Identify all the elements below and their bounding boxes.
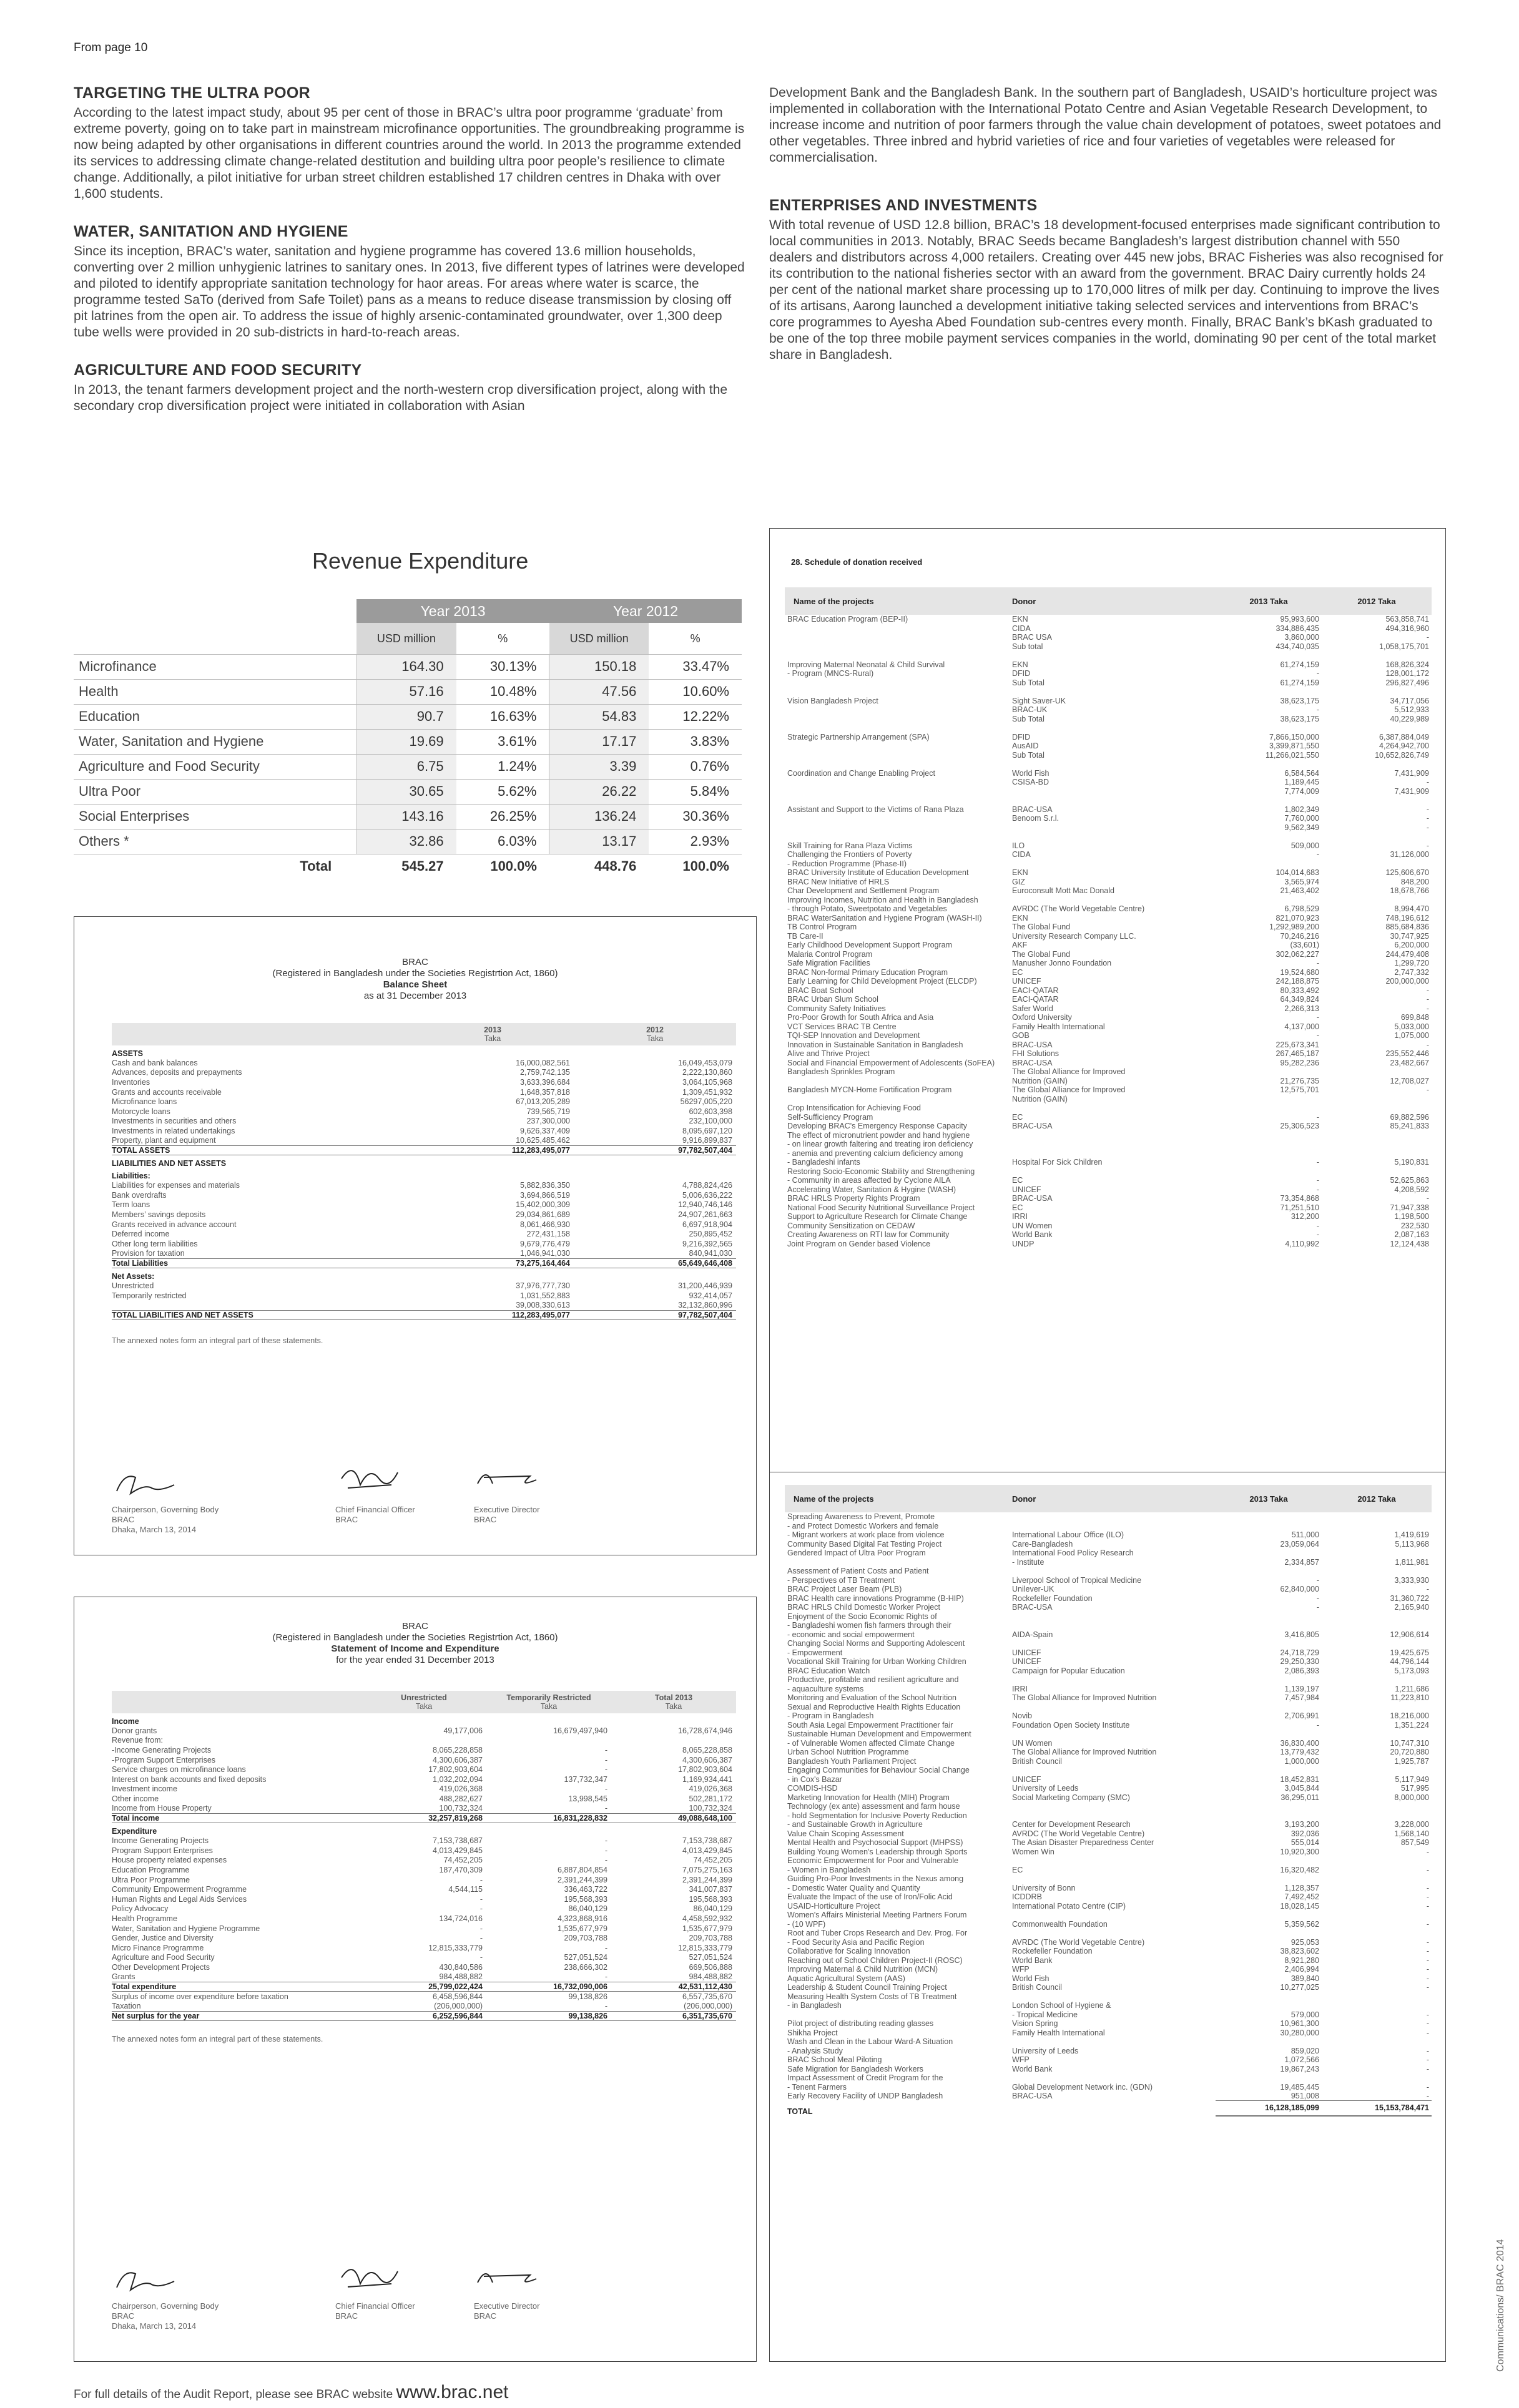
donation-row: Char Development and Settlement Program Euroconsult Mott Mac Donald 21,463,402 18,678,766 bbox=[787, 886, 1429, 896]
col-pct-2012: % bbox=[649, 623, 742, 654]
donation-row: Skill Training for Rana Plaza Victims ILO 509,000 - bbox=[787, 841, 1429, 850]
donation-row bbox=[785, 723, 1432, 733]
donation-row: Early Recovery Facility of UNDP Bangladesh BRAC-USA 951,008 - bbox=[787, 2092, 1429, 2101]
donation-row: BRAC HRLS Property Rights Program BRAC-USA 73,354,868 - bbox=[787, 1194, 1429, 1203]
donation-row bbox=[785, 760, 1432, 769]
revenue-row: Water, Sanitation and Hygiene 19.69 3.61% 17.17 3.83% bbox=[74, 729, 742, 754]
chairperson-signature bbox=[112, 1466, 180, 1501]
income-row: Donor grants 49,177,006 16,679,497,940 16,728,674,946 bbox=[112, 1726, 732, 1735]
balance-row: ASSETS bbox=[112, 1049, 144, 1058]
col-pct-2013: % bbox=[456, 623, 549, 654]
donation-row: Restoring Socio-Economic Stability and Strengthening bbox=[787, 1167, 975, 1176]
right-text-column bbox=[769, 85, 1443, 384]
donation-row: Social and Financial Empowerment of Adolescents (SoFEA) BRAC-USA 95,282,236 23,482,667 bbox=[787, 1058, 1429, 1067]
left-text-column bbox=[74, 85, 748, 436]
donation-row: Economic Empowerment for Poor and Vulnerable bbox=[787, 1856, 958, 1866]
donation-row: BRAC HRLS Child Domestic Worker Project BRAC-USA - 2,165,940 bbox=[787, 1603, 1429, 1612]
donation-row: Innovation in Sustainable Sanitation in Bangladesh BRAC-USA 225,673,341 - bbox=[787, 1040, 1429, 1049]
income-row: Health Programme 134,724,016 4,323,868,916 4,458,592,932 bbox=[112, 1914, 732, 1923]
donation-row: USAID-Horticulture Project International Potato Centre (CIP) 18,028,145 - bbox=[787, 1901, 1429, 1911]
balance-row: Motorcycle loans 739,565,719 602,603,398 bbox=[112, 1107, 732, 1116]
balance-row: Property, plant and equipment 10,625,485,462 9,916,899,837 bbox=[112, 1136, 732, 1145]
income-row: Other Development Projects 430,840,586 238,666,302 669,506,888 bbox=[112, 1962, 732, 1972]
donation-row: - (10 WPF) Commonwealth Foundation 5,359,562 - bbox=[787, 1919, 1429, 1929]
income-row: Ultra Poor Programme - 2,391,244,399 2,391,244,399 bbox=[112, 1875, 732, 1884]
revenue-year-header bbox=[74, 599, 742, 623]
income-row: Income from House Property 100,732,324 - 100,732,324 bbox=[112, 1804, 732, 1813]
donation-row: Shikha Project Family Health International 30,280,000 - bbox=[787, 2028, 1429, 2037]
donation-row: - and Sustainable Growth in Agriculture Center for Development Research 3,193,200 3,228,000 bbox=[787, 1820, 1429, 1829]
balance-row: Grants received in advance account 8,061,466,930 6,697,918,904 bbox=[112, 1220, 732, 1229]
donation-row: Nutrition (GAIN) bbox=[1012, 1094, 1068, 1104]
donation-row: Bangladesh Sprinkles Program The Global Alliance for Improved bbox=[787, 1067, 1126, 1077]
ed-signature bbox=[474, 1462, 543, 1494]
income-row: Education Programme 187,470,309 6,887,804,854 7,075,275,163 bbox=[112, 1866, 732, 1875]
donation-row: Community Safety Initiatives Safer World 2,266,313 - bbox=[787, 1004, 1429, 1013]
donation-row: Assessment of Patient Costs and Patient bbox=[787, 1567, 929, 1576]
income-row: House property related expenses 74,452,205 - 74,452,205 bbox=[112, 1856, 732, 1865]
income-row: Revenue from: bbox=[112, 1736, 163, 1745]
donation-row: TQI-SEP Innovation and Development GOB - 1,075,000 bbox=[787, 1031, 1429, 1040]
donation-row: - Tropical Medicine 579,000 - bbox=[1012, 2010, 1429, 2019]
balance-date: as at 31 December 2013 bbox=[363, 991, 467, 1001]
donation-row: - Analysis Study University of Leeds 859,020 - bbox=[787, 2046, 1429, 2055]
donation-row: TB Control Program The Global Fund 1,292,989,200 885,684,836 bbox=[787, 923, 1429, 932]
balance-row: Inventories 3,633,396,684 3,064,105,968 bbox=[112, 1077, 732, 1087]
income-sig-cfo: Chief Financial Officer BRAC bbox=[335, 2301, 415, 2321]
donation-row: Accelerating Water, Sanitation & Hygine (WASH) UNICEF - 4,208,592 bbox=[787, 1185, 1429, 1194]
income-row: Expenditure bbox=[112, 1827, 157, 1836]
donation-row: - Women in Bangladesh EC 16,320,482 - bbox=[787, 1865, 1429, 1874]
donation-row: - of Vulnerable Women affected Climate Change UN Women 36,830,400 10,747,310 bbox=[787, 1738, 1429, 1748]
income-row: Other income 488,282,627 13,998,545 502,281,172 bbox=[112, 1794, 732, 1803]
revenue-row: Health 57.16 10.48% 47.56 10.60% bbox=[74, 679, 742, 704]
donation-row: Vocational Skill Training for Urban Working Children UNICEF 29,250,330 44,796,144 bbox=[787, 1657, 1429, 1667]
donation-row: - Program (MNCS-Rural) DFID - 128,001,172 bbox=[787, 669, 1429, 678]
donation-row: BRAC Non-formal Primary Education Program EC 19,524,680 2,747,332 bbox=[787, 967, 1429, 977]
donation-row: Enjoyment of the Socio Economic Rights of bbox=[787, 1612, 937, 1621]
balance-row: Microfinance loans 67,013,205,289 56297,005,220 bbox=[112, 1097, 732, 1107]
donation-schedule-panel-1 bbox=[769, 528, 1446, 1485]
year-2013-header: Year 2013 bbox=[356, 599, 549, 623]
donation-row: Urban School Nutrition Programme The Global Alliance for Improved Nutrition 13,779,432 20,720,880 bbox=[787, 1748, 1429, 1757]
donation-row: BRAC Project Laser Beam (PLB) Unilever-UK 62,840,000 - bbox=[787, 1585, 1429, 1594]
donation-table-1 bbox=[785, 587, 1432, 1248]
donation-row: AusAID 3,399,871,550 4,264,942,700 bbox=[1012, 741, 1429, 751]
donation-row: COMDIS-HSD University of Leeds 3,045,844 517,995 bbox=[787, 1784, 1429, 1793]
donation-row: Improving Incomes, Nutrition and Health in Bangladesh bbox=[787, 895, 978, 904]
donation-row: - Bangladeshi infants Hospital For Sick Children - 5,190,831 bbox=[787, 1158, 1429, 1167]
donation-row: BRAC Education Program (BEP-II) EKN 95,993,600 563,858,741 bbox=[787, 615, 1429, 624]
donation-row: 7,774,009 7,431,909 bbox=[1284, 786, 1429, 796]
balance-row: Investments in related undertakings 9,626,337,409 8,095,697,120 bbox=[112, 1126, 732, 1135]
balance-sig-ed: Executive Director BRAC bbox=[474, 1505, 540, 1524]
donation-row: - Community in areas affected by Cyclone AILA EC - 52,625,863 bbox=[787, 1176, 1429, 1185]
balance-row: Total Liabilities 73,275,164,464 65,649,646,408 bbox=[112, 1258, 736, 1268]
donation-row bbox=[785, 796, 1432, 805]
donation-row: Sub Total 61,274,159 296,827,496 bbox=[1012, 678, 1429, 687]
donation-row: Creating Awareness on RTI law for Community World Bank - 2,087,163 bbox=[787, 1230, 1429, 1240]
balance-sig-cfo: Chief Financial Officer BRAC bbox=[335, 1505, 415, 1524]
income-sig-chair: Chairperson, Governing Body BRAC Dhaka, March 13, 2014 bbox=[112, 2301, 219, 2331]
donation-row: CSISA-BD 1,189,445 - bbox=[1012, 778, 1429, 787]
donation-row: Sexual and Reproductive Health Rights Education bbox=[787, 1702, 961, 1711]
donation-row: Community Based Digital Fat Testing Project Care-Bangladesh 23,059,064 5,113,968 bbox=[787, 1539, 1429, 1549]
donation-row bbox=[785, 832, 1432, 841]
balance-row: Investments in securities and others 237,300,000 232,100,000 bbox=[112, 1117, 732, 1126]
income-row: Total expenditure 25,799,022,424 16,732,090,006 42,531,112,430 bbox=[112, 1982, 736, 1992]
donation-row: - Reduction Programme (Phase-II) bbox=[787, 859, 907, 868]
donation-row: - Program in Bangladesh Novib 2,706,991 18,216,000 bbox=[787, 1711, 1429, 1721]
donation-row: BRAC-UK - 5,512,933 bbox=[1012, 705, 1429, 715]
donation-row: - in Cox's Bazar UNICEF 18,452,831 5,117,949 bbox=[787, 1774, 1429, 1784]
donation-row: VCT Services BRAC TB Centre Family Health International 4,137,000 5,033,000 bbox=[787, 1022, 1429, 1031]
donation-row: - Food Security Asia and Pacific Region AVRDC (The World Vegetable Centre) 925,053 - bbox=[787, 1937, 1429, 1947]
donation-row: Collaborative for Scaling Innovation Rockefeller Foundation 38,823,602 - bbox=[787, 1947, 1429, 1956]
donation-row: Early Learning for Child Development Project (ELCDP) UNICEF 242,188,875 200,000,000 bbox=[787, 977, 1429, 986]
income-ed-signature bbox=[474, 2261, 543, 2293]
donation-row bbox=[785, 651, 1432, 660]
donation-row: Improving Maternal Neonatal & Child Survival EKN 61,274,159 168,826,324 bbox=[787, 660, 1429, 669]
donation-row: Changing Social Norms and Supporting Adolescent bbox=[787, 1639, 965, 1648]
revenue-row: Others * 32.86 6.03% 13.17 2.93% bbox=[74, 829, 742, 854]
donation-row: Community Sensitization on CEDAW UN Women - 232,530 bbox=[787, 1221, 1429, 1230]
donation-row: Benoom S.r.l. 7,760,000 - bbox=[1012, 814, 1429, 823]
donation-row: Guiding Pro-Poor Investments in the Nexus among bbox=[787, 1874, 964, 1884]
balance-row: Advances, deposits and prepayments 2,759,742,135 2,222,130,860 bbox=[112, 1068, 732, 1077]
donation-total-row: TOTAL 16,128,185,099 15,153,784,471 bbox=[785, 2101, 1432, 2116]
income-date: for the year ended 31 December 2013 bbox=[336, 1655, 494, 1665]
balance-sheet-panel bbox=[74, 916, 757, 1555]
balance-row: Cash and bank balances 16,000,082,561 16,049,453,079 bbox=[112, 1058, 732, 1067]
income-row: Program Support Enterprises 4,013,429,845 - 4,013,429,845 bbox=[112, 1846, 732, 1855]
donation-row: - Bangladeshi women fish farmers through their bbox=[787, 1621, 951, 1630]
income-row: Water, Sanitation and Hygiene Programme - 1,535,677,979 1,535,677,979 bbox=[112, 1924, 732, 1933]
donation-row: Productive, profitable and resilient agriculture and bbox=[787, 1675, 959, 1685]
donation-row: Measuring Health System Costs of TB Treatment bbox=[787, 1992, 957, 2001]
balance-row: Term loans 15,402,000,309 12,940,746,146 bbox=[112, 1200, 732, 1210]
donation-header-row-1: Name of the projects Donor 2013 Taka 2012 Taka bbox=[785, 587, 1432, 615]
heading-enterprises: ENTERPRISES AND INVESTMENTS bbox=[769, 197, 1038, 214]
donation-row: - Institute 2,334,857 1,811,981 bbox=[1012, 1557, 1429, 1567]
donation-row: CIDA 334,886,435 494,316,960 bbox=[1012, 624, 1429, 633]
donation-heading: 28. Schedule of donation received bbox=[791, 557, 923, 567]
balance-row: Bank overdrafts 3,694,866,519 5,006,636,222 bbox=[112, 1190, 732, 1200]
donation-row: Vision Bangladesh Project Sight Saver-UK 38,623,175 34,717,056 bbox=[787, 696, 1429, 705]
donation-row: Building Young Women's Leadership through Sports Women Win 10,920,300 - bbox=[787, 1847, 1429, 1856]
revenue-row: Microfinance 164.30 30.13% 150.18 33.47% bbox=[74, 654, 742, 679]
revenue-row: Social Enterprises 143.16 26.25% 136.24 30.36% bbox=[74, 804, 742, 829]
donation-row: Technology (ex ante) assessment and farm house bbox=[787, 1802, 960, 1811]
donation-row: Nutrition (GAIN) 21,276,735 12,708,027 bbox=[1012, 1076, 1429, 1085]
income-row: Agriculture and Food Security - 527,051,524 527,051,524 bbox=[112, 1953, 732, 1962]
donation-row: - in Bangladesh London School of Hygiene & bbox=[787, 2001, 1111, 2010]
balance-row: 39,008,330,613 32,132,860,996 bbox=[516, 1301, 732, 1310]
donation-row: - Empowerment UNICEF 24,718,729 19,425,675 bbox=[787, 1648, 1429, 1657]
donation-row: Impact Assessment of Credit Program for the bbox=[787, 2073, 943, 2083]
donation-row: Marketing Innovation for Health (MIH) Program Social Marketing Company (SMC) 36,295,011 8,000,000 bbox=[787, 1793, 1429, 1802]
income-sig-ed: Executive Director BRAC bbox=[474, 2301, 540, 2321]
donation-row: Challenging the Frontiers of Poverty CIDA - 31,126,000 bbox=[787, 850, 1429, 859]
donation-row: - aquaculture systems IRRI 1,139,197 1,211,686 bbox=[787, 1684, 1429, 1693]
donation-row: 9,562,349 - bbox=[1284, 823, 1429, 832]
donation-row: Joint Program on Gender based Violence UNDP 4,110,992 12,124,438 bbox=[787, 1239, 1429, 1248]
donation-row: BRAC Education Watch Campaign for Popular Education 2,086,393 5,173,093 bbox=[787, 1666, 1429, 1675]
heading-agri: AGRICULTURE AND FOOD SECURITY bbox=[74, 361, 362, 379]
revenue-row: Agriculture and Food Security 6.75 1.24% 3.39 0.76% bbox=[74, 754, 742, 779]
donation-row: The effect of micronutrient powder and hand hygiene bbox=[787, 1130, 970, 1140]
income-cfo-signature bbox=[335, 2259, 404, 2296]
donation-row: - Tenent Farmers Global Development Network inc. (GDN) 19,485,445 - bbox=[787, 2082, 1429, 2092]
income-row: Service charges on microfinance loans 17,802,903,604 - 17,802,903,604 bbox=[112, 1765, 732, 1774]
donation-row: - economic and social empowerment AIDA-Spain 3,416,805 12,906,614 bbox=[787, 1630, 1429, 1639]
balance-row: Liabilities for expenses and materials 5,882,836,350 4,788,824,426 bbox=[112, 1181, 732, 1190]
income-chairperson-signature bbox=[112, 2263, 180, 2298]
balance-row: Temporarily restricted 1,031,552,883 932,414,057 bbox=[112, 1291, 732, 1300]
balance-registration: (Registered in Bangladesh under the Societies Registrtion Act, 1860) bbox=[272, 968, 558, 979]
donation-row: BRAC School Meal Piloting WFP 1,072,566 - bbox=[787, 2055, 1429, 2065]
donation-row: Improving Maternal & Child Nutrition (MCN) WFP 2,406,994 - bbox=[787, 1965, 1429, 1974]
footer bbox=[74, 2382, 509, 2403]
revenue-title: Revenue Expenditure bbox=[312, 548, 529, 574]
balance-row: Members’ savings deposits 29,034,861,689 24,907,261,663 bbox=[112, 1210, 732, 1220]
donation-row: - and Protect Domestic Workers and female bbox=[787, 1521, 939, 1530]
col-usd-2012: USD million bbox=[549, 623, 649, 654]
income-row: Human Rights and Legal Aids Services - 195,568,393 195,568,393 bbox=[112, 1894, 732, 1904]
balance-org: BRAC bbox=[402, 957, 428, 967]
donation-row: BRAC New Initiative of HRLS GIZ 3,565,974 848,200 bbox=[787, 877, 1429, 886]
income-row: Taxation (206,000,000) - (206,000,000) bbox=[112, 2002, 732, 2011]
income-note: The annexed notes form an integral part of these statements. bbox=[112, 2035, 323, 2044]
text-enterprises: With total revenue of USD 12.8 billion, BRAC’s 18 development-focused enterprises made significant contribution to local communities in 2013. Notably, BRAC Seeds became Bangladesh’s largest distribution channel with 550 dealers and distributors across 4,000 retailers. Creating over 445 new jobs, BRAC Fisheries was also recognised for its contribution to the national fisheries sector with an award from the government. BRAC Dairy currently holds 24 per cent of the national market share processing up to 170,000 litres of milk per day. Continuing to improve the lives of its artisans, Aarong launched a development initiative taking selected services and interventions from BRAC’s core programmes to Ayesha Abed Foundation sub-centres every month. Finally, BRAC Bank’s bKash graduated to be one of the top three mobile payment services companies in the world, dominating 90 per cent of the total market share in Bangladesh. bbox=[769, 218, 1443, 362]
donation-row: Assistant and Support to the Victims of Rana Plaza BRAC-USA 1,802,349 - bbox=[787, 805, 1429, 814]
donation-row: - through Potato, Sweetpotato and Vegetables AVRDC (The World Vegetable Centre) 6,798,529 8,994,470 bbox=[787, 904, 1429, 914]
balance-row: Unrestricted 37,976,777,730 31,200,446,939 bbox=[112, 1281, 732, 1291]
text-agri: In 2013, the tenant farmers development project and the north-western crop diversification project, along with the secondary crop diversification project were initiated in collaboration with Asian bbox=[74, 383, 728, 413]
income-row: Surplus of income over expenditure before taxation 6,458,596,844 99,138,826 6,557,735,670 bbox=[112, 1992, 732, 2001]
text-targeting: According to the latest impact study, about 95 per cent of those in BRAC’s ultra poor programme ‘graduate’ from extreme poverty, going on to take part in mainstream microfinance opportunities. The groundbreaking programme is now being adapted by other organisations in different countries around the world. In 2013 the programme extended its services to addressing climate change-related destitution and building ultra poor people’s resilience to climate change. Additionally, a pilot initiative for urban street children established 17 children centres in Dhaka with over 1,600 students. bbox=[74, 105, 745, 201]
donation-row: Support to Agriculture Research for Climate Change IRRI 312,200 1,198,500 bbox=[787, 1212, 1429, 1221]
donation-table-2 bbox=[785, 1485, 1432, 2117]
donation-row: - anemia and preventing calcium deficiency among bbox=[787, 1148, 963, 1158]
footer-text: For full details of the Audit Report, please see BRAC website bbox=[74, 2388, 393, 2401]
donation-row: Monitoring and Evaluation of the School Nutrition The Global Alliance for Improved Nutrition 7,457,984 11,223,810 bbox=[787, 1693, 1429, 1703]
donation-row: - Migrant workers at work place from violence International Labour Office (ILO) 511,000 1,419,619 bbox=[787, 1530, 1429, 1540]
balance-row: Grants and accounts receivable 1,648,357,818 1,309,451,932 bbox=[112, 1087, 732, 1097]
income-table bbox=[112, 1691, 736, 2021]
income-row: Net surplus for the year 6,252,596,844 99,138,826 6,351,735,670 bbox=[112, 2011, 736, 2021]
text-agri-cont: Development Bank and the Bangladesh Bank. In the southern part of Bangladesh, USAID’s horticulture project was implemented in collaboration with the International Potato Centre and Asian Vegetable Research Development, to increase income and nutrition of poor farmers through the value chain development of potatoes, sweet potatoes and other vegetables. Three inbred and hybrid varieties of rice and four varieties of vegetables were released for commercialisation. bbox=[769, 86, 1442, 165]
donation-row: Sub Total 38,623,175 40,229,989 bbox=[1012, 714, 1429, 723]
col-usd-2013: USD million bbox=[356, 623, 456, 654]
donation-row: National Food Security Nutritional Surveillance Project EC 71,251,510 71,947,338 bbox=[787, 1203, 1429, 1212]
donation-row: Sub Total 11,266,021,550 10,652,826,749 bbox=[1012, 750, 1429, 760]
balance-title: Balance Sheet bbox=[383, 979, 448, 990]
donation-row: South Asia Legal Empowerment Practitioner fair Foundation Open Society Institute - 1,351,224 bbox=[787, 1720, 1429, 1730]
donation-row: Bangladesh Youth Parliament Project British Council 1,000,000 1,925,787 bbox=[787, 1756, 1429, 1766]
donation-row: Gendered Impact of Ultra Poor Program International Food Policy Research bbox=[787, 1549, 1134, 1558]
balance-row: LIABILITIES AND NET ASSETS bbox=[112, 1159, 227, 1168]
income-title: Statement of Income and Expenditure bbox=[331, 1643, 499, 1654]
income-row: Income Generating Projects 7,153,738,687 - 7,153,738,687 bbox=[112, 1836, 732, 1846]
balance-row: TOTAL ASSETS 112,283,495,077 97,782,507,404 bbox=[112, 1145, 736, 1155]
income-statement-panel bbox=[74, 1597, 757, 2362]
revenue-row: Ultra Poor 30.65 5.62% 26.22 5.84% bbox=[74, 779, 742, 804]
donation-row: BRAC Boat School EACI-QATAR 80,333,492 - bbox=[787, 986, 1429, 995]
donation-row: Coordination and Change Enabling Project World Fish 6,584,564 7,431,909 bbox=[787, 768, 1429, 778]
balance-row: Net Assets: bbox=[112, 1272, 155, 1281]
income-row: Grants 984,488,882 - 984,488,882 bbox=[112, 1972, 732, 1982]
income-row: Interest on bank accounts and fixed deposits 1,032,202,094 137,732,347 1,169,934,441 bbox=[112, 1774, 732, 1784]
balance-row: Liabilities: bbox=[112, 1172, 150, 1181]
balance-table bbox=[112, 1023, 736, 1320]
revenue-table bbox=[74, 599, 742, 879]
donation-row: Value Chain Scoping Assessment AVRDC (The World Vegetable Centre) 392,036 1,568,140 bbox=[787, 1829, 1429, 1838]
balance-sig-chair: Chairperson, Governing Body BRAC Dhaka, March 13, 2014 bbox=[112, 1505, 219, 1534]
donation-row: BRAC Urban Slum School EACI-QATAR 64,349,824 - bbox=[787, 995, 1429, 1004]
balance-row: TOTAL LIABILITIES AND NET ASSETS 112,283,495,077 97,782,507,404 bbox=[112, 1310, 736, 1320]
donation-row: Spreading Awareness to Prevent, Promote bbox=[787, 1512, 935, 1522]
income-row: Community Empowerment Programme 4,544,115 336,463,722 341,007,837 bbox=[112, 1885, 732, 1894]
donation-row: BRAC Health care innovations Programme (B-HIP) Rockefeller Foundation - 31,360,722 bbox=[787, 1593, 1429, 1603]
revenue-col-header bbox=[74, 623, 742, 654]
donation-schedule-panel-2 bbox=[769, 1472, 1446, 2362]
balance-row: Other long term liabilities 9,679,776,479 9,216,392,565 bbox=[112, 1239, 732, 1248]
balance-row: Deferred income 272,431,158 250,895,452 bbox=[112, 1230, 732, 1239]
donation-row bbox=[785, 687, 1432, 697]
donation-row: Alive and Thrive Project FHI Solutions 267,465,187 235,552,446 bbox=[787, 1049, 1429, 1059]
donation-row: Evaluate the Impact of the use of Iron/Folic Acid ICDDRB 7,492,452 - bbox=[787, 1892, 1429, 1902]
income-row: Micro Finance Programme 12,815,333,779 - 12,815,333,779 bbox=[112, 1943, 732, 1952]
income-row: -Income Generating Projects 8,065,228,858 - 8,065,228,858 bbox=[112, 1745, 732, 1755]
donation-row: - on linear growth faltering and treating iron deficiency bbox=[787, 1140, 973, 1149]
income-registration: (Registered in Bangladesh under the Societies Registrtion Act, 1860) bbox=[272, 1632, 558, 1643]
income-row: Gender, Justice and Diversity - 209,703,788 209,703,788 bbox=[112, 1934, 732, 1943]
donation-row: Malaria Control Program The Global Fund 302,062,227 244,479,408 bbox=[787, 949, 1429, 959]
donation-row: - Domestic Water Quality and Quantity University of Bonn 1,128,357 - bbox=[787, 1883, 1429, 1892]
income-row: Total income 32,257,819,268 16,831,228,832 49,088,648,100 bbox=[112, 1813, 736, 1823]
donation-row: Aquatic Agricultural System (AAS) World Fish 389,840 - bbox=[787, 1974, 1429, 1983]
from-page-label: From page 10 bbox=[74, 41, 148, 54]
balance-note: The annexed notes form an integral part of these statements. bbox=[112, 1336, 323, 1346]
donation-row: - hold Segmentation for Inclusive Poverty Reduction bbox=[787, 1811, 967, 1820]
donation-row: Mental Health and Psychosocial Support (MHPSS) The Asian Disaster Preparedness Center 555,014 857,549 bbox=[787, 1838, 1429, 1848]
donation-row: Leadership & Student Council Training Project British Council 10,277,025 - bbox=[787, 1983, 1429, 1992]
donation-row: Wash and Clean in the Labour Ward-A Situation bbox=[787, 2037, 953, 2047]
income-org: BRAC bbox=[402, 1621, 428, 1632]
footer-url[interactable]: www.brac.net bbox=[396, 2382, 509, 2402]
revenue-row: Education 90.7 16.63% 54.83 12.22% bbox=[74, 704, 742, 729]
donation-row: TB Care-II University Research Company LLC. 70,246,216 30,747,925 bbox=[787, 931, 1429, 941]
year-2012-header: Year 2012 bbox=[549, 599, 742, 623]
income-row: -Program Support Enterprises 4,300,606,387 - 4,300,606,387 bbox=[112, 1755, 732, 1764]
balance-header-row: 2013 Taka 2012 Taka bbox=[112, 1023, 736, 1045]
heading-targeting: TARGETING THE ULTRA POOR bbox=[74, 84, 310, 102]
revenue-total-row: Total 545.27 100.0% 448.76 100.0% bbox=[300, 858, 729, 874]
donation-row: Pro-Poor Growth for South Africa and Asia Oxford University - 699,848 bbox=[787, 1013, 1429, 1022]
cfo-signature bbox=[335, 1460, 404, 1497]
donation-row: Strategic Partnership Arrangement (SPA) DFID 7,866,150,000 6,387,884,049 bbox=[787, 732, 1429, 741]
donation-row: BRAC University Institute of Education Development EKN 104,014,683 125,606,670 bbox=[787, 868, 1429, 878]
heading-wash: WATER, SANITATION AND HYGIENE bbox=[74, 223, 348, 240]
donation-row: Crop Intensification for Achieving Food bbox=[787, 1104, 922, 1113]
donation-row: Women's Affairs Ministerial Meeting Partners Forum bbox=[787, 1911, 967, 1920]
donation-row: Safe Migration for Bangladesh Workers World Bank 19,867,243 - bbox=[787, 2064, 1429, 2073]
donation-row: Bangladesh MYCN-Home Fortification Program The Global Alliance for Improved 12,575,701 - bbox=[787, 1085, 1429, 1095]
donation-header-row-2: Name of the projects Donor 2013 Taka 2012 Taka bbox=[785, 1485, 1432, 1512]
donation-row: Pilot project of distributing reading glasses Vision Spring 10,961,300 - bbox=[787, 2019, 1429, 2029]
donation-row: Safe Migration Facilities Manusher Jonno Foundation - 1,299,720 bbox=[787, 959, 1429, 968]
balance-row: Provision for taxation 1,046,941,030 840,941,030 bbox=[112, 1249, 732, 1258]
donation-row: - Perspectives of TB Treatment Liverpool School of Tropical Medicine - 3,333,930 bbox=[787, 1575, 1429, 1585]
donation-row: Engaging Communities for Behaviour Social Change bbox=[787, 1766, 970, 1775]
income-row: Income bbox=[112, 1717, 139, 1726]
income-row: Investment income 419,026,368 - 419,026,368 bbox=[112, 1784, 732, 1794]
donation-row: Root and Tuber Crops Research and Dev. Prog. For bbox=[787, 1929, 968, 1938]
donation-row: Sustainable Human Development and Empowerment bbox=[787, 1730, 971, 1739]
donation-row: Early Childhood Development Support Program AKF (33,601) 6,200,000 bbox=[787, 941, 1429, 950]
text-wash: Since its inception, BRAC’s water, sanitation and hygiene programme has covered 13.6 million households, converting over 2 million unhygienic latrines to sanitary ones. In 2013, five different types of latrines were developed and piloted to identify appropriate sanitation technology for haor areas. For areas where water is scarce, the programme tested SaTo (derived from Safe Toilet) pans as a means to reduce disease transmission by closing off pit latrines from the open air. To address the issue of highly arsenic-contaminated groundwater, over 1,300 deep tube wells were provided in 20 sub-districts in hard-to-reach areas. bbox=[74, 244, 745, 340]
side-credit: Communications/ BRAC 2014 bbox=[1495, 2239, 1506, 2372]
donation-row: BRAC WaterSanitation and Hygiene Program (WASH-II) EKN 821,070,923 748,196,612 bbox=[787, 913, 1429, 923]
donation-row: Self-Sufficiency Program EC - 69,882,596 bbox=[787, 1112, 1429, 1122]
donation-row: Developing BRAC's Emergency Response Capacity BRAC-USA 25,306,523 85,241,833 bbox=[787, 1122, 1429, 1131]
donation-row: BRAC USA 3,860,000 - bbox=[1012, 633, 1429, 642]
income-header-row: Unrestricted Taka Temporarily Restricted Taka Total 2013 Taka bbox=[112, 1691, 736, 1713]
donation-row: Reaching out of School Children Project-II (ROSC) World Bank 8,921,280 - bbox=[787, 1955, 1429, 1965]
income-row: Policy Advocacy - 86,040,129 86,040,129 bbox=[112, 1904, 732, 1914]
donation-row: Sub total 434,740,035 1,058,175,701 bbox=[1012, 642, 1429, 651]
